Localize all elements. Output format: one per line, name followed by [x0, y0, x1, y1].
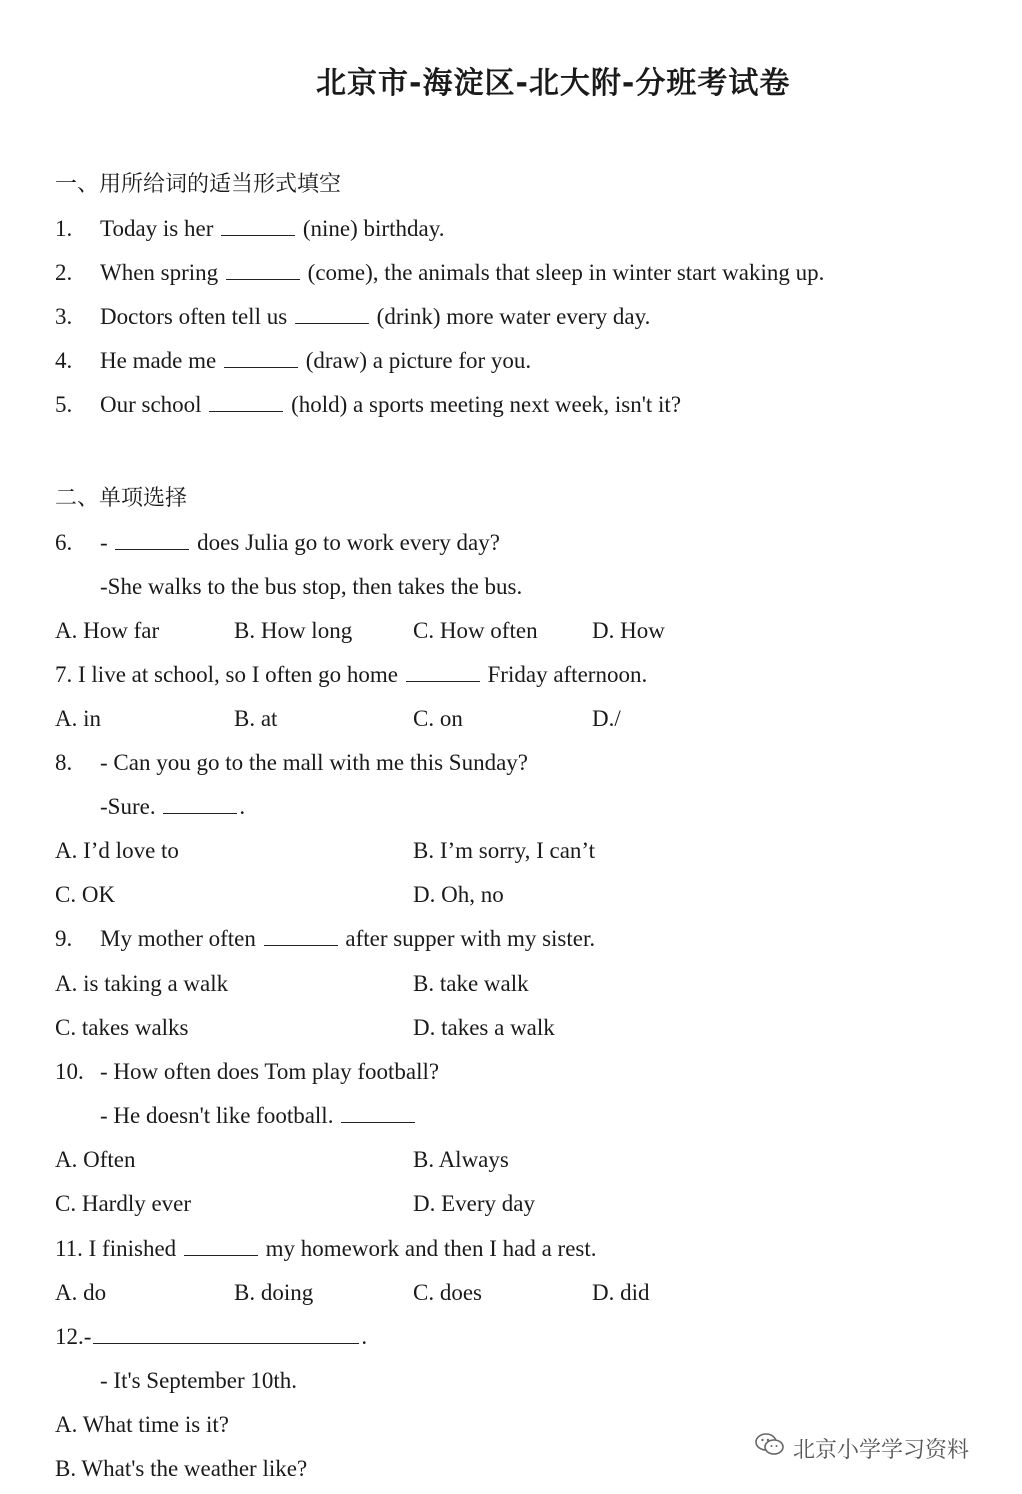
option-b[interactable]: B. Always: [413, 1147, 509, 1172]
question-number: 3.: [55, 304, 73, 329]
question-11: [55, 1236, 597, 1262]
answer-blank[interactable]: [209, 393, 283, 412]
question-text: My mother often: [100, 926, 256, 951]
answer-blank[interactable]: [115, 531, 189, 550]
option-a[interactable]: A. I’d love to: [55, 838, 179, 863]
question-number: 9.: [55, 926, 73, 951]
question-text: 11. I finished: [55, 1236, 177, 1261]
reply-text: - He doesn't like football.: [100, 1103, 334, 1128]
option-d[interactable]: D. How: [592, 618, 665, 643]
question-number: 5.: [55, 392, 73, 417]
question-text: Doctors often tell us: [100, 304, 288, 329]
question-punctuation: .: [361, 1324, 368, 1349]
option-d[interactable]: D. Every day: [413, 1191, 535, 1216]
question-text: after supper with my sister.: [345, 926, 596, 951]
question-12-reply: - It's September 10th.: [100, 1368, 298, 1393]
answer-blank[interactable]: [264, 927, 338, 946]
question-8-reply: [100, 794, 245, 820]
question-number: 1.: [55, 216, 73, 241]
question-text: Our school: [100, 392, 202, 417]
question-text: (nine) birthday.: [302, 216, 445, 241]
question-text: Friday afternoon.: [487, 662, 648, 687]
question-text: He made me: [100, 348, 217, 373]
option-b[interactable]: B. doing: [234, 1280, 314, 1305]
question-text: -: [100, 530, 108, 555]
option-a[interactable]: A. is taking a walk: [55, 971, 229, 996]
question-12: [55, 1324, 367, 1350]
option-c[interactable]: C. does: [413, 1280, 482, 1305]
answer-blank[interactable]: [295, 305, 369, 324]
watermark: [755, 1432, 969, 1464]
question-text: - Can you go to the mall with me this Sunday?: [100, 750, 529, 775]
question-7: [55, 662, 647, 688]
question-6-reply: -She walks to the bus stop, then takes the bus.: [100, 574, 523, 599]
section-2-heading: 二、单项选择: [55, 486, 188, 511]
question-text: Today is her: [100, 216, 214, 241]
question-text: my homework and then I had a rest.: [265, 1236, 597, 1261]
answer-blank[interactable]: [184, 1237, 258, 1256]
question-text: (come), the animals that sleep in winter start waking up.: [307, 260, 825, 285]
option-c[interactable]: C. How often: [413, 618, 538, 643]
question-number: 2.: [55, 260, 73, 285]
wechat-icon: [755, 1432, 785, 1464]
option-c[interactable]: C. OK: [55, 882, 116, 907]
reply-punctuation: .: [239, 794, 246, 819]
question-10-reply: [100, 1103, 417, 1129]
option-a[interactable]: A. do: [55, 1280, 107, 1305]
option-a[interactable]: A. What time is it?: [55, 1412, 229, 1437]
option-b[interactable]: B. at: [234, 706, 278, 731]
answer-blank[interactable]: [93, 1325, 359, 1344]
option-c[interactable]: C. takes walks: [55, 1015, 189, 1040]
option-c[interactable]: C. on: [413, 706, 463, 731]
reply-text: -Sure.: [100, 794, 156, 819]
question-number: 4.: [55, 348, 73, 373]
option-b[interactable]: B. What's the weather like?: [55, 1456, 308, 1481]
question-text: (drink) more water every day.: [376, 304, 651, 329]
option-c[interactable]: C. Hardly ever: [55, 1191, 192, 1216]
option-a[interactable]: A. in: [55, 706, 101, 731]
question-number: 8.: [55, 750, 73, 775]
answer-blank[interactable]: [226, 261, 300, 280]
option-b[interactable]: B. How long: [234, 618, 353, 643]
option-d[interactable]: D. did: [592, 1280, 650, 1305]
answer-blank[interactable]: [221, 217, 295, 236]
watermark-text: 北京小学学习资料: [793, 1437, 970, 1463]
question-number: 10.: [55, 1059, 84, 1084]
option-a[interactable]: A. Often: [55, 1147, 136, 1172]
answer-blank[interactable]: [406, 663, 480, 682]
option-d[interactable]: D./: [592, 706, 621, 731]
answer-blank[interactable]: [341, 1104, 415, 1123]
answer-blank[interactable]: [163, 795, 237, 814]
option-d[interactable]: D. Oh, no: [413, 882, 504, 907]
question-text: does Julia go to work every day?: [197, 530, 500, 555]
option-d[interactable]: D. takes a walk: [413, 1015, 555, 1040]
question-number: 6.: [55, 530, 73, 555]
option-b[interactable]: B. take walk: [413, 971, 529, 996]
page-title: 北京市-海淀区-北大附-分班考试卷: [316, 66, 791, 101]
question-text: - How often does Tom play football?: [100, 1059, 440, 1084]
answer-blank[interactable]: [224, 349, 298, 368]
question-text: 7. I live at school, so I often go home: [55, 662, 399, 687]
question-text: (draw) a picture for you.: [305, 348, 532, 373]
question-text: (hold) a sports meeting next week, isn't it?: [291, 392, 682, 417]
option-b[interactable]: B. I’m sorry, I can’t: [413, 838, 596, 863]
question-text: When spring: [100, 260, 219, 285]
option-a[interactable]: A. How far: [55, 618, 160, 643]
section-1-heading: 一、用所给词的适当形式填空: [55, 172, 342, 197]
question-text: 12.-: [55, 1324, 92, 1349]
